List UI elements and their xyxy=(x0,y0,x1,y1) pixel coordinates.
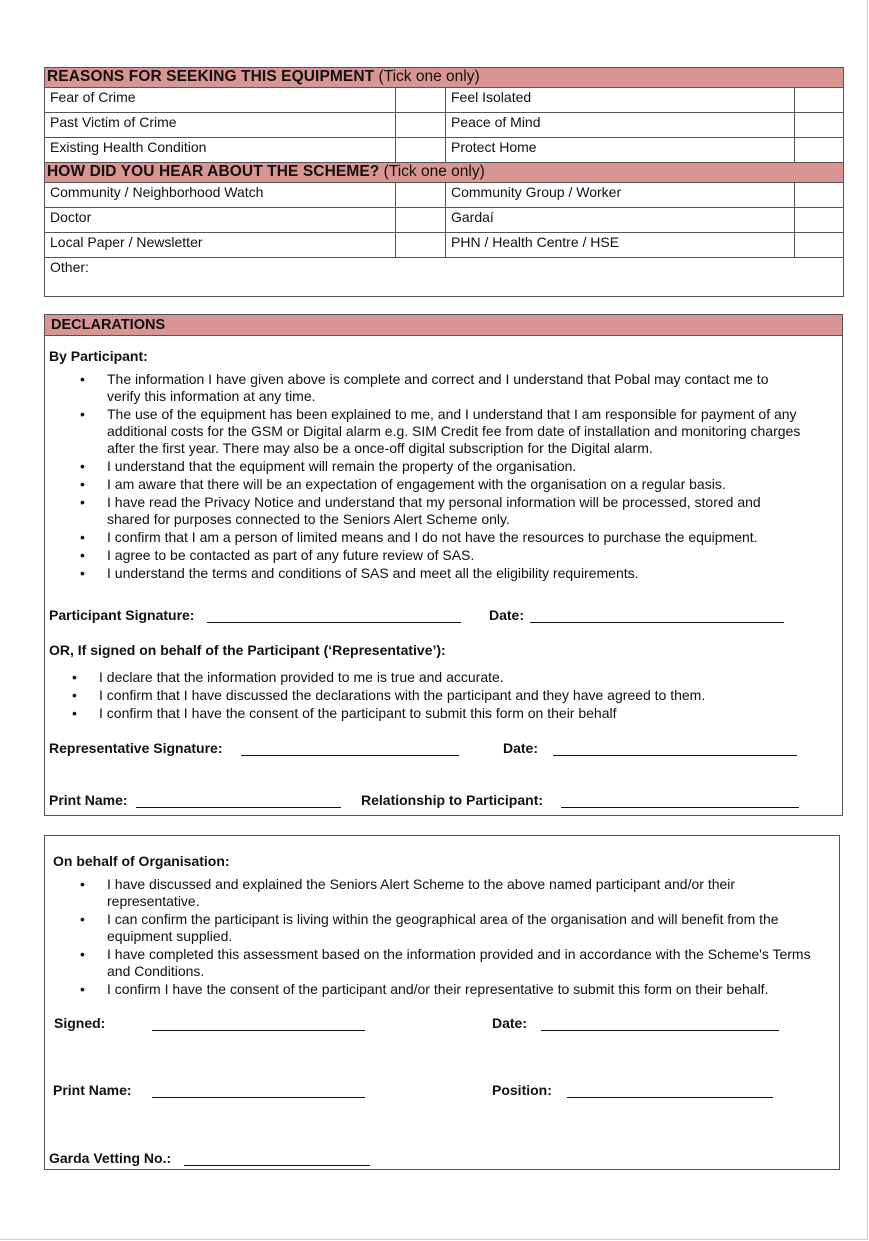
tick-box-local-paper[interactable] xyxy=(396,233,446,258)
list-item: • I declare that the information provided to me is true and accurate. xyxy=(72,669,792,686)
representative-date-label: Date: xyxy=(503,740,539,756)
tick-box-past-victim[interactable] xyxy=(396,113,446,138)
tick-box-gardai[interactable] xyxy=(795,208,844,233)
list-item: • I am aware that there will be an expectation of engagement with the organisation on a regular basis. xyxy=(80,476,805,493)
organisation-print-name-line[interactable] xyxy=(152,1097,365,1098)
other-field[interactable] xyxy=(45,258,844,297)
option-label: Protect Home xyxy=(446,138,795,163)
table-row xyxy=(45,233,844,258)
option-label: Peace of Mind xyxy=(446,113,795,138)
relationship-label: Relationship to Participant: xyxy=(361,792,544,808)
tick-box-protect-home[interactable] xyxy=(795,138,844,163)
table-row xyxy=(45,113,844,138)
participant-date-line[interactable] xyxy=(530,622,784,623)
list-item: • I agree to be contacted as part of any future review of SAS. xyxy=(80,547,805,564)
print-name-label: Print Name: xyxy=(49,792,128,808)
relationship-line[interactable] xyxy=(561,807,799,808)
representative-heading: OR, If signed on behalf of the Participant (‘Representative’): xyxy=(49,642,446,658)
option-label: Past Victim of Crime xyxy=(45,113,396,138)
organisation-section xyxy=(44,835,840,1170)
participant-declaration-list xyxy=(80,371,805,583)
representative-signature-label: Representative Signature: xyxy=(49,740,223,756)
organisation-date-label: Date: xyxy=(492,1015,528,1031)
list-item: • I confirm that I have the consent of the participant to submit this form on their behalf xyxy=(72,705,792,722)
position-line[interactable] xyxy=(567,1097,773,1098)
position-label: Position: xyxy=(492,1082,552,1098)
signed-label: Signed: xyxy=(54,1015,106,1031)
option-label: PHN / Health Centre / HSE xyxy=(446,233,795,258)
option-label: Gardaí xyxy=(446,208,795,233)
tick-box-doctor[interactable] xyxy=(396,208,446,233)
garda-vetting-line[interactable] xyxy=(184,1165,370,1166)
other-label: Other: xyxy=(50,259,89,275)
option-label: Feel Isolated xyxy=(446,88,795,113)
list-item: • I confirm that I have discussed the declarations with the participant and they have agreed to them. xyxy=(72,687,792,704)
list-item: • I understand that the equipment will remain the property of the organisation. xyxy=(80,458,805,475)
declarations-section xyxy=(44,314,843,816)
tick-box-fear-of-crime[interactable] xyxy=(396,88,446,113)
tick-box-health-condition[interactable] xyxy=(396,138,446,163)
option-label: Community Group / Worker xyxy=(446,183,795,208)
list-item: • I understand the terms and conditions of SAS and meet all the eligibility requirements. xyxy=(80,565,805,582)
organisation-date-line[interactable] xyxy=(541,1030,779,1031)
list-item: • I have completed this assessment based on the information provided and in accordance with the Scheme's Terms and Conditions. xyxy=(80,946,815,980)
organisation-print-name-label: Print Name: xyxy=(53,1082,132,1098)
representative-date-line[interactable] xyxy=(553,755,797,756)
option-label: Community / Neighborhood Watch xyxy=(45,183,396,208)
reasons-title: REASONS FOR SEEKING THIS EQUIPMENT xyxy=(47,68,375,85)
signed-line[interactable] xyxy=(152,1030,365,1031)
tick-box-community-group[interactable] xyxy=(795,183,844,208)
garda-vetting-label: Garda Vetting No.: xyxy=(49,1150,172,1166)
list-item: • I can confirm the participant is living within the geographical area of the organisation and will benefit from the equipment supplied. xyxy=(80,911,815,945)
reasons-note: (Tick one only) xyxy=(378,68,480,85)
representative-signature-line[interactable] xyxy=(241,755,459,756)
declarations-title: DECLARATIONS xyxy=(45,315,842,336)
heard-header xyxy=(45,163,844,183)
organisation-declaration-list xyxy=(80,876,815,999)
scheme-options-table xyxy=(44,67,844,297)
participant-signature-line[interactable] xyxy=(207,622,461,623)
list-item: • I have discussed and explained the Seniors Alert Scheme to the above named participant and/or their representative. xyxy=(80,876,815,910)
list-item: • The use of the equipment has been explained to me, and I understand that I am responsible for payment of any additional costs for the GSM or Digital alarm e.g. SIM Credit fee from date of installation and monitoring charges after the first year. There may also be a once-off digital subscription for the Digital alarm. xyxy=(80,406,805,457)
list-item: • I confirm that I am a person of limited means and I do not have the resources to purchase the equipment. xyxy=(80,529,805,546)
participant-heading: By Participant: xyxy=(49,348,148,364)
organisation-heading: On behalf of Organisation: xyxy=(53,853,230,869)
tick-box-phn-health-centre[interactable] xyxy=(795,233,844,258)
option-label: Local Paper / Newsletter xyxy=(45,233,396,258)
list-item: • I have read the Privacy Notice and understand that my personal information will be processed, stored and shared for purposes connected to the Seniors Alert Scheme only. xyxy=(80,494,805,528)
participant-date-label: Date: xyxy=(489,607,525,623)
table-row xyxy=(45,183,844,208)
heard-title: HOW DID YOU HEAR ABOUT THE SCHEME? xyxy=(47,163,380,180)
list-item: • The information I have given above is complete and correct and I understand that Pobal may contact me to verify this information at any time. xyxy=(80,371,805,405)
tick-box-feel-isolated[interactable] xyxy=(795,88,844,113)
tick-box-peace-of-mind[interactable] xyxy=(795,113,844,138)
participant-signature-label: Participant Signature: xyxy=(49,607,195,623)
option-label: Existing Health Condition xyxy=(45,138,396,163)
option-label: Doctor xyxy=(45,208,396,233)
table-row xyxy=(45,88,844,113)
option-label: Fear of Crime xyxy=(45,88,396,113)
list-item: • I confirm I have the consent of the participant and/or their representative to submit this form on their behalf. xyxy=(80,981,815,998)
table-row xyxy=(45,138,844,163)
reasons-header xyxy=(45,68,844,88)
print-name-line[interactable] xyxy=(136,807,341,808)
representative-declaration-list xyxy=(72,669,792,723)
heard-note: (Tick one only) xyxy=(383,163,485,180)
table-row xyxy=(45,208,844,233)
tick-box-community-watch[interactable] xyxy=(396,183,446,208)
